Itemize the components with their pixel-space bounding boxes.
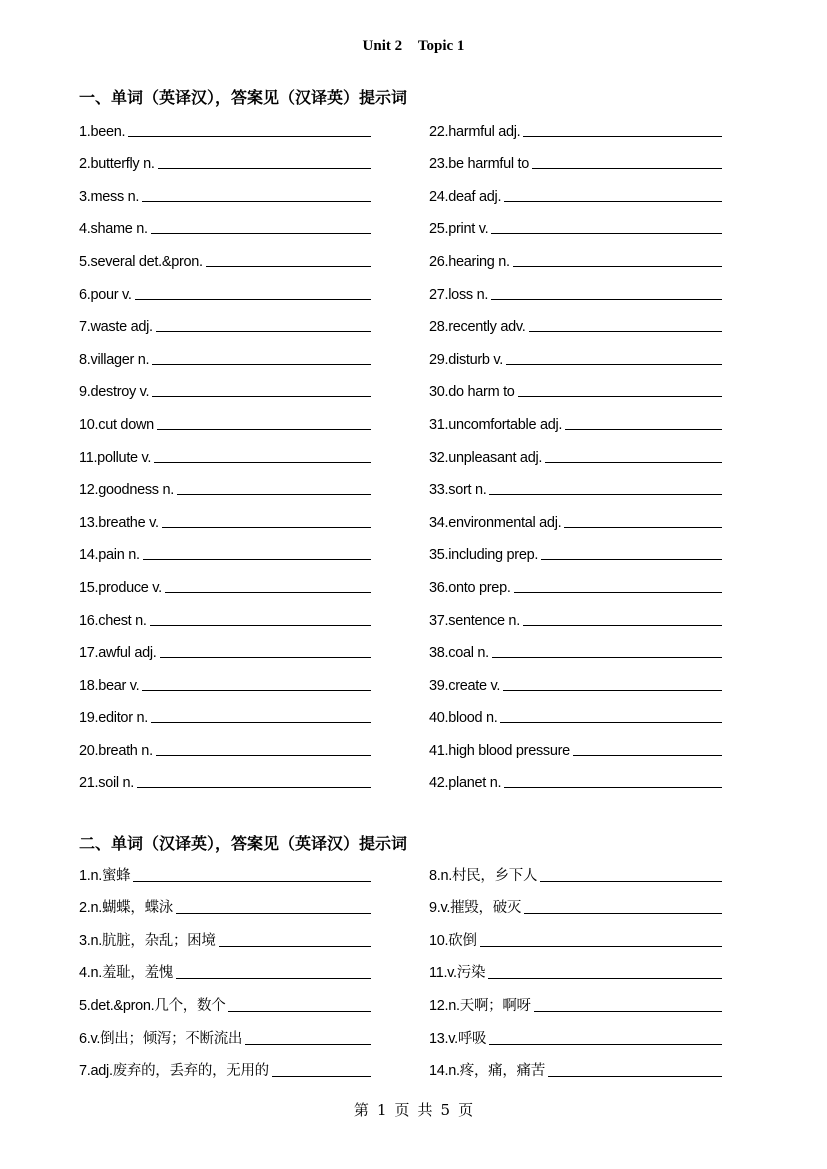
item-prompt: 13.breathe v. [79,514,159,531]
section1-left-item [79,403,371,436]
section2-left-item [79,1051,371,1084]
answer-blank[interactable] [206,266,371,267]
item-prompt: 40.blood n. [429,710,498,727]
item-prompt: 1.been. [79,123,126,140]
section1-left-item [79,436,371,469]
section2-left-item [79,855,371,888]
item-prompt: 7.waste adj. [79,319,153,336]
item-prompt: 32.unpleasant adj. [429,449,543,466]
item-prompt: 21.soil n. [79,775,135,792]
section1-right-item [429,469,722,502]
item-prompt: 19.editor n. [79,710,148,727]
answer-blank[interactable] [219,946,371,947]
page-number: 1 [376,1101,387,1119]
item-prompt: 15.produce v. [79,579,162,596]
item-prompt: 2.butterfly n. [79,156,155,173]
total-pages: 5 [440,1101,451,1119]
answer-blank[interactable] [156,331,371,332]
answer-blank[interactable] [529,331,723,332]
answer-blank[interactable] [151,722,371,723]
section1-right-item [429,436,722,469]
item-prompt: 35.including prep. [429,547,539,564]
answer-blank[interactable] [142,201,371,202]
answer-blank[interactable] [135,299,371,300]
answer-blank[interactable] [523,136,722,137]
item-prompt: 38.coal n. [429,645,489,662]
section1-right-item [429,664,722,697]
item-prompt: 27.loss n. [429,286,489,303]
section1-left-item [79,143,371,176]
item-prompt: 4.shame n. [79,221,148,238]
answer-blank[interactable] [151,233,371,234]
section1-left-item [79,371,371,404]
item-prompt: 12.goodness n. [79,482,174,499]
section2-right-item [429,888,722,921]
section1-left-item [79,632,371,665]
section2-left-item [79,920,371,953]
section1-left-item [79,566,371,599]
item-prompt: 7.adj.废弃的，丢弃的，无用的 [79,1063,269,1080]
section2-left-item [79,888,371,921]
item-prompt: 39.create v. [429,677,501,694]
answer-blank[interactable] [513,266,722,267]
answer-blank[interactable] [489,1044,722,1045]
item-prompt: 3.n.肮脏，杂乱；困境 [79,932,216,949]
answer-blank[interactable] [176,978,371,979]
item-prompt: 17.awful adj. [79,645,157,662]
item-prompt: 11.pollute v. [79,449,152,466]
section2-right-item [429,953,722,986]
item-prompt: 5.det.&pron.几个，数个 [79,997,226,1014]
item-prompt: 42.planet n. [429,775,502,792]
answer-blank[interactable] [524,913,722,914]
item-prompt: 2.n.蝴蝶，蝶泳 [79,900,173,917]
section1-right-item [429,762,722,795]
total-label: 共 [417,1101,433,1119]
section1-right-item [429,110,722,143]
section2-heading: 二、单词（汉译英），答案见（英译汉）提示词 [79,834,408,853]
item-prompt: 1.n.蜜蜂 [79,867,131,884]
section2-right-item [429,920,722,953]
item-prompt: 28.recently adv. [429,319,526,336]
section1-left-item [79,762,371,795]
item-prompt: 4.n.羞耻，羞愧 [79,965,173,982]
answer-blank[interactable] [540,881,722,882]
item-prompt: 31.uncomfortable adj. [429,416,563,433]
unit-label: Unit 2 [362,38,403,54]
section1-right-item [429,501,722,534]
item-prompt: 16.chest n. [79,612,147,629]
item-prompt: 14.pain n. [79,547,140,564]
answer-blank[interactable] [154,462,371,463]
answer-blank[interactable] [532,168,722,169]
item-prompt: 6.pour v. [79,286,132,303]
answer-blank[interactable] [518,396,722,397]
item-prompt: 13.v.呼吸 [429,1030,487,1047]
answer-blank[interactable] [506,364,722,365]
item-prompt: 36.onto prep. [429,579,511,596]
section1-right-item [429,143,722,176]
section1-left-item [79,469,371,502]
item-prompt: 33.sort n. [429,482,487,499]
item-prompt: 20.breath n. [79,742,153,759]
answer-blank[interactable] [500,722,722,723]
answer-blank[interactable] [142,690,371,691]
answer-blank[interactable] [573,755,722,756]
answer-blank[interactable] [128,136,371,137]
answer-blank[interactable] [156,755,371,756]
item-prompt: 22.harmful adj. [429,123,521,140]
answer-blank[interactable] [143,559,371,560]
item-prompt: 29.disturb v. [429,351,504,368]
item-prompt: 11.v.污染 [429,965,486,982]
section1-left-item [79,729,371,762]
answer-blank[interactable] [157,429,371,430]
section2-right-item [429,1018,722,1051]
section1-right-item [429,371,722,404]
item-prompt: 37.sentence n. [429,612,520,629]
section1-left-item [79,338,371,371]
item-prompt: 10.砍倒 [429,932,477,949]
section1-right-item [429,534,722,567]
answer-blank[interactable] [480,946,722,947]
answer-blank[interactable] [177,494,371,495]
section1-right-item [429,240,722,273]
section1-right-item [429,697,722,730]
answer-blank[interactable] [165,592,371,593]
answer-blank[interactable] [228,1011,371,1012]
section1-left-item [79,534,371,567]
total-unit: 页 [458,1101,474,1119]
section1-right-item [429,729,722,762]
section1-left-item [79,501,371,534]
item-prompt: 30.do harm to [429,384,515,401]
answer-blank[interactable] [564,527,722,528]
section1-list [79,110,722,794]
answer-blank[interactable] [504,201,722,202]
item-prompt: 26.hearing n. [429,253,510,270]
page-unit: 页 [394,1101,410,1119]
answer-blank[interactable] [176,913,371,914]
section1-right-item [429,338,722,371]
item-prompt: 6.v.倒出；倾泻；不断流出 [79,1030,243,1047]
answer-blank[interactable] [489,494,722,495]
answer-blank[interactable] [548,1076,722,1077]
item-prompt: 41.high blood pressure [429,742,570,759]
section1-left-item [79,110,371,143]
section1-right-item [429,208,722,241]
page-title [0,38,827,55]
topic-label: Topic 1 [417,38,465,54]
answer-blank[interactable] [491,299,722,300]
item-prompt: 14.n.疼，痛，痛苦 [429,1063,545,1080]
section1-heading: 一、单词（英译汉），答案见（汉译英）提示词 [79,88,408,107]
answer-blank[interactable] [133,881,371,882]
answer-blank[interactable] [152,396,371,397]
item-prompt: 8.n.村民，乡下人 [429,867,538,884]
item-prompt: 24.deaf adj. [429,188,502,205]
section2-right-item [429,985,722,1018]
answer-blank[interactable] [534,1011,722,1012]
item-prompt: 23.be harmful to [429,156,529,173]
answer-blank[interactable] [565,429,722,430]
item-prompt: 5.several det.&pron. [79,253,203,270]
answer-blank[interactable] [492,657,722,658]
answer-blank[interactable] [160,657,371,658]
section1-left-item [79,664,371,697]
answer-blank[interactable] [137,787,371,788]
answer-blank[interactable] [150,625,371,626]
section1-left-item [79,175,371,208]
section2-left-item [79,953,371,986]
answer-blank[interactable] [504,787,722,788]
section2-list [79,855,722,1083]
section1-left-item [79,208,371,241]
section1-right-item [429,273,722,306]
section1-right-item [429,403,722,436]
item-prompt: 3.mess n. [79,188,140,205]
section1-right-item [429,175,722,208]
answer-blank[interactable] [545,462,722,463]
section1-right-item [429,599,722,632]
section2-right-item [429,855,722,888]
item-prompt: 8.villager n. [79,351,150,368]
section2-right-item [429,1051,722,1084]
item-prompt: 9.destroy v. [79,384,150,401]
section1-left-item [79,273,371,306]
item-prompt: 12.n.天啊；啊呀 [429,997,531,1014]
answer-blank[interactable] [272,1076,371,1077]
item-prompt: 10.cut down [79,416,154,433]
section2-left-item [79,1018,371,1051]
page-footer [0,1099,827,1120]
section1-right-item [429,632,722,665]
answer-blank[interactable] [245,1044,371,1045]
item-prompt: 25.print v. [429,221,489,238]
answer-blank[interactable] [162,527,371,528]
page-label: 第 [353,1101,369,1119]
section1-right-item [429,306,722,339]
answer-blank[interactable] [541,559,722,560]
answer-blank[interactable] [488,978,722,979]
item-prompt: 18.bear v. [79,677,140,694]
section1-left-item [79,599,371,632]
section1-right-item [429,566,722,599]
section2-left-item [79,985,371,1018]
item-prompt: 34.environmental adj. [429,514,562,531]
answer-blank[interactable] [152,364,371,365]
answer-blank[interactable] [158,168,371,169]
section1-left-item [79,240,371,273]
answer-blank[interactable] [523,625,722,626]
answer-blank[interactable] [514,592,722,593]
answer-blank[interactable] [491,233,722,234]
item-prompt: 9.v.摧毁，破灭 [429,900,522,917]
answer-blank[interactable] [503,690,722,691]
section1-left-item [79,306,371,339]
section1-left-item [79,697,371,730]
